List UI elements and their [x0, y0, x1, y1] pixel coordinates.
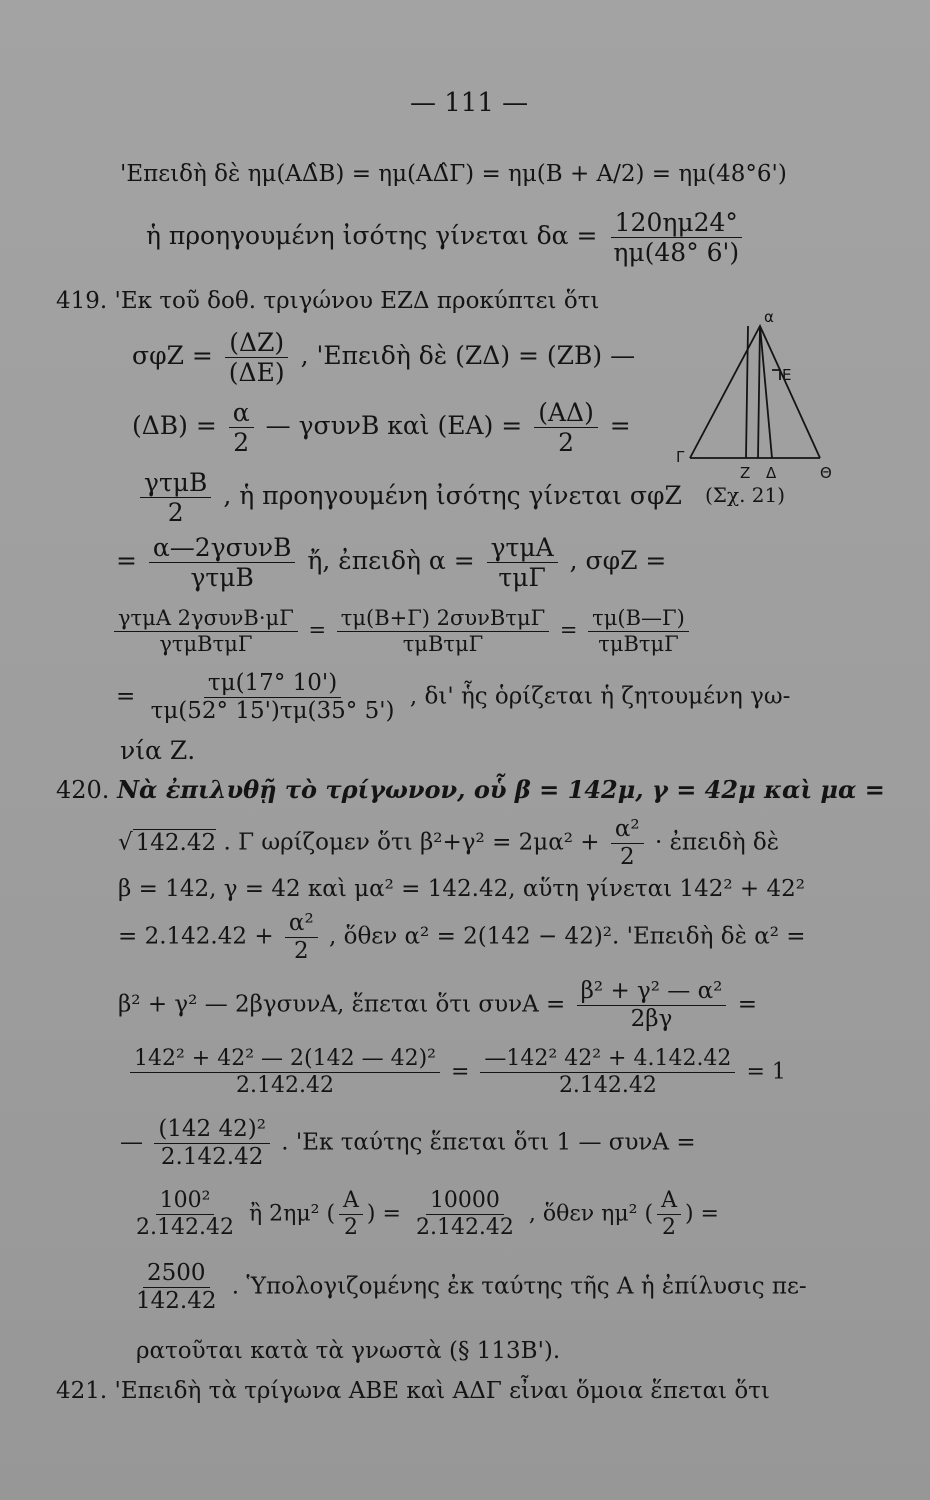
numerator: τμ(Β—Γ): [588, 608, 689, 632]
fraction: [480, 1048, 735, 1097]
figure-reference: (Σχ. 21): [705, 483, 786, 507]
text-segment: ἢ 2ημ²: [248, 1201, 320, 1227]
numerator: γτμΑ 2γσυνΒ·μΓ: [114, 608, 298, 632]
text-segment: ἡ προηγουμένη ἰσότης γίνεται δα =: [146, 221, 598, 250]
fraction: [114, 608, 298, 655]
text-segment: , δι' ἧς ὁρίζεται ἡ ζητουμένη γω-: [409, 683, 791, 710]
text-line-18: [128, 1190, 719, 1239]
fraction: [577, 980, 727, 1031]
text-line-10: νία Ζ.: [120, 736, 196, 765]
numerator: 100²: [156, 1190, 215, 1215]
text-line-4: [132, 330, 635, 385]
denominator: 2: [233, 428, 250, 457]
fraction: [339, 1190, 363, 1239]
text-segment: (ΔΒ) =: [132, 411, 217, 440]
text-line-15: [118, 980, 757, 1031]
denominator: ημ(48° 6'): [613, 238, 740, 267]
paren-open: (: [326, 1201, 336, 1227]
fraction: [154, 1118, 270, 1169]
denominator: (ΔΕ): [228, 358, 285, 387]
numerator: 142² + 42² — 2(142 — 42)²: [130, 1048, 440, 1073]
text-line-2: [146, 210, 747, 265]
text-segment: , ἡ προηγουμένη ἰσότης γίνεται σφΖ: [223, 481, 682, 510]
text-segment: = 1: [746, 1059, 786, 1085]
fraction: [147, 672, 399, 723]
text-segment: =: [450, 1059, 470, 1085]
figure-label-z: Ζ: [740, 464, 751, 482]
paren-close: ): [366, 1201, 376, 1227]
numerator: α²: [611, 818, 644, 844]
problem-419-heading: 419. 'Εκ τοῦ δοθ. τριγώνου ΕΖΔ προκύπτει ὅτι: [56, 288, 600, 314]
denominator: 2: [619, 844, 635, 870]
fraction: [657, 1190, 681, 1239]
numerator: 10000: [426, 1190, 504, 1215]
denominator: 2: [167, 498, 184, 527]
denominator: 2: [343, 1215, 358, 1240]
text-segment: =: [308, 618, 327, 642]
denominator: τμΓ: [498, 563, 546, 592]
text-line-13: β = 142, γ = 42 καὶ μα² = 142.42, αὕτη γίνεται 142² + 42²: [118, 876, 805, 902]
numerator: α—2γσυνΒ: [149, 535, 296, 563]
denominator: 2: [293, 938, 309, 964]
numerator: α: [229, 400, 254, 428]
radical-sign: √: [118, 829, 133, 856]
denominator: γτμΒτμΓ: [159, 632, 253, 656]
text-line-16: [126, 1048, 786, 1097]
text-segment: =: [559, 618, 578, 642]
text-segment: = 2.142.42 +: [118, 923, 274, 950]
text-segment: , ὅθεν ημ²: [528, 1201, 638, 1227]
text-segment: . Γ ωρίζομεν ὅτι β²+γ² = 2μα² +: [223, 829, 600, 856]
numerator: (142 42)²: [154, 1118, 270, 1144]
text-segment: —: [120, 1129, 143, 1156]
text-line-19: [128, 1262, 807, 1313]
fraction: [534, 400, 598, 455]
denominator: 2.142.42: [236, 1073, 334, 1098]
denominator: 2.142.42: [415, 1215, 514, 1240]
numerator: β² + γ² — α²: [577, 980, 727, 1006]
fraction: [149, 535, 296, 590]
denominator: 2: [558, 428, 574, 457]
text-segment: =: [116, 683, 136, 710]
text-line-8: [110, 608, 693, 655]
numerator: —142² 42² + 4.142.42: [480, 1048, 735, 1073]
text-line-14: [118, 912, 806, 963]
denominator: τμΒτμΓ: [402, 632, 484, 656]
segment-inner: [746, 326, 748, 458]
denominator: 2.142.42: [558, 1073, 657, 1098]
figure-label-a: α: [764, 308, 774, 326]
fraction: [130, 1048, 440, 1097]
fraction: [609, 210, 743, 265]
problem-number: 420.: [56, 776, 110, 804]
text-line-12: [118, 818, 779, 869]
numerator: (ΑΔ): [534, 400, 598, 428]
figure-label-delta: Δ: [766, 464, 777, 482]
numerator: Α: [339, 1190, 363, 1215]
text-line-7: [116, 535, 666, 590]
fraction: [285, 912, 318, 963]
problem-statement: Νὰ ἐπιλυθῇ τὸ τρίγωνον, οὗ β = 142μ, γ = 42μ καὶ μα =: [117, 775, 885, 804]
denominator: τμ(52° 15')τμ(35° 5'): [150, 698, 395, 724]
text-segment: σφΖ =: [132, 341, 213, 370]
triangle-figure: [670, 310, 830, 489]
text-segment: , σφΖ =: [569, 546, 667, 575]
text-line-5: [132, 400, 631, 455]
text-segment: =: [609, 411, 631, 440]
text-line-17: [120, 1118, 696, 1169]
numerator: γτμΒ: [140, 470, 211, 498]
paren-close: ): [684, 1201, 694, 1227]
text-segment: β² + γ² — 2βγσυνΑ, ἕπεται ὅτι συνΑ =: [118, 991, 566, 1018]
radicand: 142.42: [133, 829, 216, 856]
numerator: γτμΑ: [487, 535, 558, 563]
numerator: α²: [285, 912, 318, 938]
problem-421-heading: 421. 'Επειδὴ τὰ τρίγωνα ΑΒΕ καὶ ΑΔΓ εἶναι ὅμοια ἕπεται ὅτι: [56, 1378, 770, 1404]
fraction: [588, 608, 689, 655]
text-segment: =: [700, 1201, 719, 1227]
paren-open: (: [644, 1201, 654, 1227]
denominator: 2.142.42: [136, 1215, 234, 1240]
text-line-6: [136, 470, 682, 525]
denominator: 2.142.42: [160, 1144, 264, 1170]
numerator: 2500: [143, 1262, 210, 1288]
numerator: τμ(Β+Γ) 2συνΒτμΓ: [337, 608, 549, 632]
segment-e-mark: [772, 370, 780, 380]
denominator: γτμΒ: [190, 563, 254, 592]
text-line-20: ρατοῦται κατὰ τὰ γνωστὰ (§ 113Β').: [136, 1338, 561, 1364]
fraction: [132, 1262, 220, 1313]
fraction: [132, 1190, 238, 1239]
fraction: [611, 818, 644, 869]
triangle-outline: [690, 326, 820, 458]
fraction: [140, 470, 211, 525]
numerator: τμ(17° 10'): [204, 672, 341, 698]
fraction: [337, 608, 549, 655]
figure-label-gamma: Γ: [676, 448, 685, 466]
segment-ad: [758, 326, 760, 458]
text-line-1: 'Επειδὴ δὲ ημ(ΑΔ̂Β) = ημ(ΑΔ̂Γ) = ημ(Β + Α/2) = ημ(48°6'): [120, 161, 787, 187]
text-segment: ἤ, ἐπειδὴ α =: [307, 546, 475, 575]
numerator: 120ημ24°: [611, 210, 742, 238]
fraction: [229, 400, 254, 455]
text-line-9: [116, 672, 790, 723]
page-number: — 111 —: [410, 88, 529, 118]
fraction: [412, 1190, 518, 1239]
numerator: Α: [657, 1190, 681, 1215]
text-segment: , 'Επειδὴ δὲ (ΖΔ) = (ΖΒ) —: [300, 341, 636, 370]
text-segment: , ὅθεν α² = 2(142 − 42)². 'Επειδὴ δὲ α² =: [328, 923, 806, 950]
text-segment: · ἐπειδὴ δὲ: [654, 829, 780, 856]
figure-label-theta: Θ: [820, 464, 832, 482]
text-segment: =: [116, 546, 137, 575]
denominator: τμΒτμΓ: [598, 632, 679, 656]
text-segment: =: [737, 991, 757, 1018]
numerator: (ΔΖ): [225, 330, 288, 358]
segment-ae: [760, 326, 772, 458]
triangle-diagram: [670, 310, 830, 485]
fraction: [487, 535, 558, 590]
denominator: 2: [662, 1215, 676, 1240]
text-segment: — γσυνΒ καὶ (ΕΑ) =: [265, 411, 523, 440]
text-segment: . 'Εκ ταύτης ἕπεται ὅτι 1 — συνΑ =: [281, 1129, 696, 1156]
figure-label-e: Ε: [782, 366, 792, 384]
denominator: 2βγ: [630, 1006, 673, 1032]
text-segment: =: [382, 1201, 401, 1227]
problem-420-heading: [56, 775, 885, 804]
text-segment: . Ὑπολογιζομένης ἐκ ταύτης τῆς Α ἡ ἐπίλυσις πε-: [231, 1273, 807, 1300]
fraction: [225, 330, 289, 385]
denominator: 142.42: [136, 1288, 217, 1314]
